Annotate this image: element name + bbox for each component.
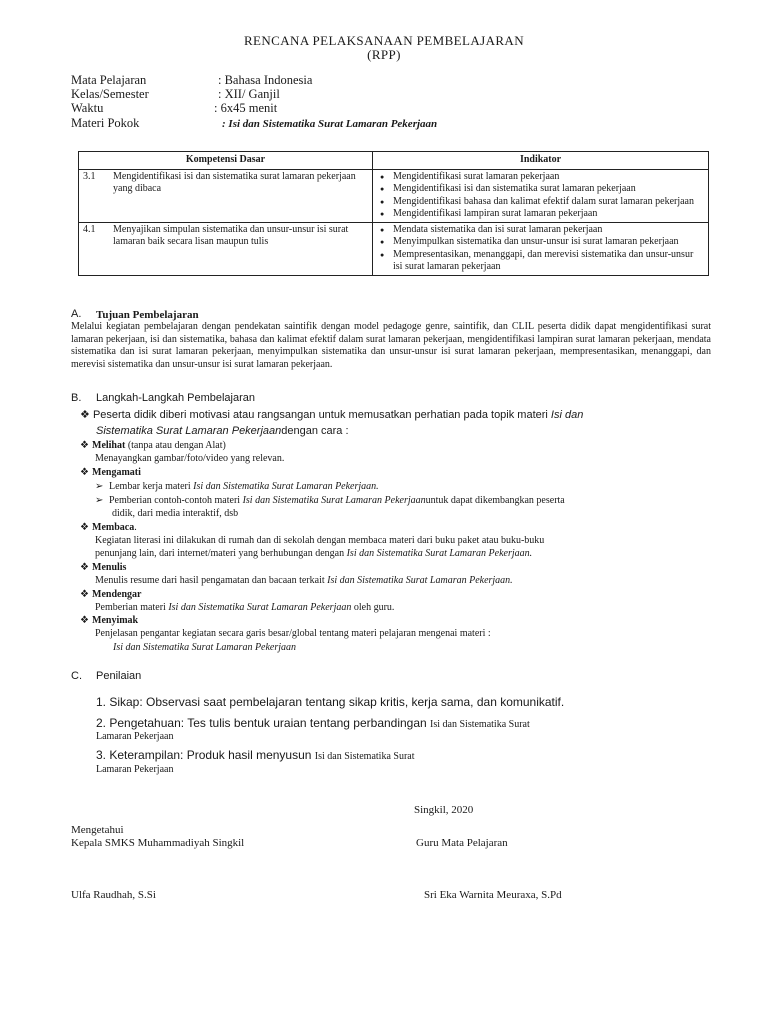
section-b-letter: B. — [71, 392, 82, 404]
assessment-item-1: 1. Sikap: Observasi saat pembelajaran tentang sikap kritis, kerja sama, dan komunikatif. — [96, 695, 565, 709]
mengamati-italic: Isi dan Sistematika Surat Lamaran Pekerjaan. — [193, 481, 379, 492]
signature-left-role: Kepala SMKS Muhammadiyah Singkil — [71, 837, 245, 849]
mengamati-text: untuk dapat dikembangkan peserta — [425, 495, 565, 506]
section-b-title: Langkah-Langkah Pembelajaran — [96, 392, 256, 404]
step-melihat — [80, 440, 226, 453]
meta-value-subject: : Bahasa Indonesia — [218, 73, 313, 87]
step-label: Menulis — [92, 562, 127, 573]
indicator-item: ● Mengidentifikasi bahasa dan kalimat efektif dalam surat lamaran pekerjaan — [393, 196, 704, 209]
diamond-bullet-icon: ❖ — [80, 615, 89, 626]
membaca-text: penunjang lain, dari internet/materi yang berhubungan dengan — [95, 548, 347, 559]
menulis-text: Menulis resume dari hasil pengamatan dan bacaan terkait — [95, 575, 328, 586]
table-header-indicator: Indikator — [373, 152, 709, 170]
kd-text: Mengidentifikasi isi dan sistematika surat lamaran pekerjaan yang dibaca — [109, 169, 373, 222]
step-menyimak-text: Penjelasan pengantar kegiatan secara garis besar/global tentang materi pelajaran mengenai materi : — [95, 628, 491, 639]
step-label: Mengamati — [92, 467, 141, 478]
signature-mengetahui: Mengetahui — [71, 824, 124, 836]
meta-label-subject: Mata Pelajaran — [71, 73, 147, 87]
step-melihat-text: Menayangkan gambar/foto/video yang relevan. — [95, 453, 285, 464]
indicator-item: ● Menyimpulkan sistematika dan unsur-unsur isi surat lamaran pekerjaan — [393, 236, 704, 249]
signature-place-date: Singkil, 2020 — [414, 804, 474, 816]
step-membaca-text2 — [95, 548, 532, 561]
step-label: Mendengar — [92, 589, 142, 600]
assessment-topic: Isi dan Sistematika Surat — [430, 719, 530, 730]
step-menyimak — [80, 615, 138, 628]
section-b-intro-line2 — [96, 425, 349, 437]
meta-value-topic: : Isi dan Sistematika Surat Lamaran Pekerjaan — [222, 118, 438, 130]
diamond-bullet-icon: ❖ — [80, 589, 89, 600]
competency-table — [78, 151, 709, 276]
diamond-bullet-icon: ❖ — [80, 440, 89, 451]
step-membaca: ❖ Membaca. — [80, 522, 137, 533]
mengamati-text: Pemberian contoh-contoh materi — [109, 495, 243, 506]
menulis-italic: Isi dan Sistematika Surat Lamaran Pekerjaan. — [327, 575, 513, 586]
table-row — [79, 169, 709, 222]
table-header-kd: Kompetensi Dasar — [79, 152, 373, 170]
section-b-intro-line1 — [80, 408, 583, 421]
membaca-italic: Isi dan Sistematika Surat Lamaran Pekerjaan. — [346, 548, 533, 559]
meta-label-class: Kelas/Semester — [71, 87, 149, 101]
mengamati-item — [95, 495, 565, 508]
mendengar-italic: Isi dan Sistematika Surat Lamaran Pekerjaan — [168, 602, 352, 613]
mendengar-text: Pemberian materi — [95, 602, 169, 613]
assessment-item-3-cont: Lamaran Pekerjaan — [96, 764, 174, 775]
step-mengamati — [80, 467, 141, 480]
assessment-item-3 — [96, 748, 415, 764]
indicator-item: ● Mengidentifikasi surat lamaran pekerjaan — [393, 171, 704, 184]
assessment-topic: Isi dan Sistematika Surat — [314, 751, 415, 762]
intro-text: Peserta didik diberi motivasi atau rangsangan untuk memusatkan perhatian pada topik materi — [92, 409, 551, 421]
assessment-item-2-cont: Lamaran Pekerjaan — [96, 731, 174, 742]
arrow-bullet-icon: ➢ — [95, 481, 104, 492]
section-c-title: Penilaian — [96, 670, 142, 682]
diamond-bullet-icon: ❖ — [80, 409, 90, 421]
mengamati-italic: Isi dan Sistematika Surat Lamaran Pekerjaan — [242, 495, 426, 506]
signature-left-name: Ulfa Raudhah, S.Si — [71, 889, 156, 901]
mengamati-item-cont: didik, dari media interaktif, dsb — [112, 508, 239, 519]
kd-text: Menyajikan simpulan sistematika dan unsur-unsur isi surat lamaran baik secara lisan maupun tulis — [109, 222, 373, 275]
diamond-bullet-icon: ❖ — [80, 522, 89, 533]
section-a-letter: A. — [71, 308, 82, 320]
step-label: Menyimak — [92, 615, 139, 626]
step-label: Melihat — [92, 440, 126, 451]
intro-italic: Isi dan — [550, 409, 584, 421]
section-a-text: Melalui kegiatan pembelajaran dengan pendekatan saintifik dengan model pedagoge genre, saintifik, dan CLIL peserta didik dapat mengidentifikasi surat lamaran pekerjaan, isi dan sistematika, bahasa dan kalimat efektif dalam surat lamaran pekerjaan, mengidentifikasi lampiran surat lamaran pekerjaan, mendata sistematika dan isi surat lamaran pekerjaan, menyimpulkan sistematika dan unsur-unsur isi surat lamaran pekerjaan, mempresentasikan, menanggapi, dan merevisi sistematika dan unsur-unsur isi surat lamaran pekerjaan. — [71, 321, 711, 370]
diamond-bullet-icon: ❖ — [80, 467, 89, 478]
kd-number: 3.1 — [79, 169, 110, 222]
assessment-text: 2. Pengetahuan: Tes tulis bentuk uraian tentang perbandingan — [96, 716, 431, 730]
kd-number: 4.1 — [79, 222, 110, 275]
diamond-bullet-icon: ❖ — [80, 562, 89, 573]
signature-right-name: Sri Eka Warnita Meuraxa, S.Pd — [424, 889, 562, 901]
step-membaca-text: Kegiatan literasi ini dilakukan di rumah dan di sekolah dengan membaca materi dari buku paket atau buku-buku — [95, 535, 545, 546]
signature-right-role: Guru Mata Pelajaran — [416, 837, 508, 849]
document-subtitle: (RPP) — [367, 47, 401, 62]
indicator-item: ● Mempresentasikan, menanggapi, dan merevisi sistematika dan unsur-unsur isi surat lamaran pekerjaan — [393, 249, 704, 274]
mendengar-text: oleh guru. — [351, 602, 395, 613]
arrow-bullet-icon: ➢ — [95, 495, 104, 506]
mengamati-text: Lembar kerja materi — [109, 481, 194, 492]
document-title: RENCANA PELAKSANAAN PEMBELAJARAN — [243, 33, 525, 48]
meta-label-topic: Materi Pokok — [71, 116, 140, 130]
indicator-cell — [373, 169, 709, 222]
section-a-title: Tujuan Pembelajaran — [96, 309, 199, 321]
indicator-item: ● Mengidentifikasi lampiran surat lamaran pekerjaan — [393, 208, 704, 221]
step-label: Membaca — [92, 522, 135, 533]
step-menyimak-topic: Isi dan Sistematika Surat Lamaran Pekerjaan — [113, 642, 297, 653]
meta-value-time: : 6x45 menit — [214, 101, 278, 115]
step-mendengar — [80, 589, 141, 602]
step-menulis-text — [95, 575, 513, 588]
assessment-text: 3. Keterampilan: Produk hasil menyusun — [96, 748, 315, 762]
step-menulis — [80, 562, 126, 575]
assessment-item-2 — [96, 716, 530, 732]
mengamati-item — [95, 481, 379, 494]
section-c-letter: C. — [71, 670, 82, 682]
step-mendengar-text — [95, 602, 394, 615]
indicator-cell — [373, 222, 709, 275]
indicator-item: ● Mendata sistematika dan isi surat lamaran pekerjaan — [393, 224, 704, 237]
intro-italic: Sistematika Surat Lamaran Pekerjaan — [96, 425, 282, 437]
table-row — [79, 222, 709, 275]
step-note: (tanpa atau dengan Alat) — [125, 440, 226, 451]
meta-label-time: Waktu — [71, 101, 104, 115]
indicator-item: ● Mengidentifikasi isi dan sistematika surat lamaran pekerjaan — [393, 183, 704, 196]
intro-text: dengan cara : — [281, 425, 349, 437]
meta-value-class: : XII/ Ganjil — [218, 87, 280, 101]
